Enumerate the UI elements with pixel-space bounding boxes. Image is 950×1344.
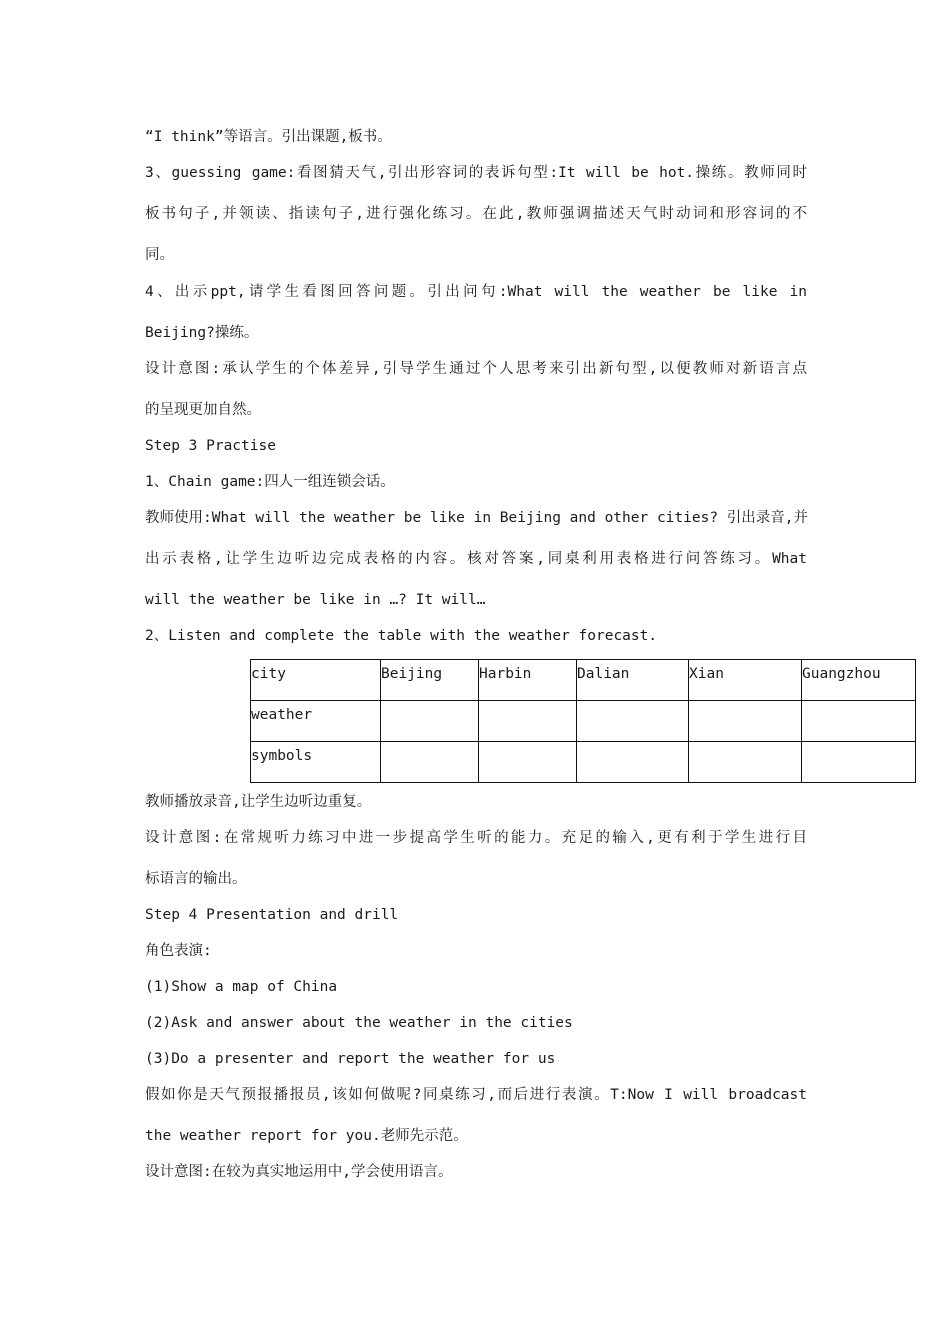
section-heading: Step 4 Presentation and drill [145, 907, 399, 923]
table-row [251, 742, 916, 783]
table-header-cell: Harbin [479, 660, 577, 701]
table-cell [577, 701, 689, 742]
paragraph-line: 的呈现更加自然。 [145, 402, 261, 418]
paragraph-line: 板书句子,并领读、指读句子,进行强化练习。在此,教师强调描述天气时动词和形容词的不 [145, 206, 807, 222]
list-item: (1)Show a map of China [145, 979, 338, 995]
paragraph-line: 设计意图:在常规听力练习中进一步提高学生听的能力。充足的输入,更有利于学生进行目 [145, 830, 807, 846]
table-cell [577, 742, 689, 783]
table-cell [802, 742, 916, 783]
table-cell [689, 742, 802, 783]
paragraph-line: Beijing?操练。 [145, 325, 259, 341]
paragraph-line: will the weather be like in …? It will… [145, 592, 486, 608]
paragraph-line: 4、出示ppt,请学生看图回答问题。引出问句:What will the weather be like in [145, 284, 807, 300]
table-header-cell: city [251, 660, 381, 701]
table-cell [689, 701, 802, 742]
table-header-cell: Xian [689, 660, 802, 701]
paragraph-line: 3、guessing game:看图猜天气,引出形容词的表诉句型:It will be hot.操练。教师同时 [145, 165, 807, 181]
paragraph-line: 教师使用:What will the weather be like in Beijing and other cities? 引出录音,并 [145, 510, 809, 526]
paragraph-line: 设计意图:承认学生的个体差异,引导学生通过个人思考来引出新句型,以便教师对新语言点 [145, 361, 807, 377]
paragraph-line: 1、Chain game:四人一组连锁会话。 [145, 474, 395, 490]
paragraph-line: the weather report for you.老师先示范。 [145, 1128, 468, 1144]
paragraph-line: 标语言的输出。 [145, 871, 247, 887]
table-header-cell: Beijing [381, 660, 479, 701]
table-header-cell: Dalian [577, 660, 689, 701]
paragraph-line: 2、Listen and complete the table with the weather forecast. [145, 628, 658, 644]
paragraph-line: 同。 [145, 247, 174, 263]
table-cell: symbols [251, 742, 381, 783]
paragraph-line: “I think”等语言。引出课题,板书。 [145, 129, 392, 145]
paragraph-line: 教师播放录音,让学生边听边重复。 [145, 794, 372, 810]
table-cell: weather [251, 701, 381, 742]
table-cell [479, 742, 577, 783]
paragraph-line: 假如你是天气预报播报员,该如何做呢?同桌练习,而后进行表演。T:Now I will broadcast [145, 1087, 807, 1103]
table-cell [479, 701, 577, 742]
table-row [251, 701, 916, 742]
list-item: (2)Ask and answer about the weather in the cities [145, 1015, 573, 1031]
table-cell [802, 701, 916, 742]
table-cell [381, 742, 479, 783]
weather-forecast-table [250, 659, 916, 783]
paragraph-line: 角色表演: [145, 943, 212, 959]
section-heading: Step 3 Practise [145, 438, 276, 454]
paragraph-line: 设计意图:在较为真实地运用中,学会使用语言。 [145, 1164, 453, 1180]
paragraph-line: 出示表格,让学生边听边完成表格的内容。核对答案,同桌利用表格进行问答练习。What [145, 551, 807, 567]
table-cell [381, 701, 479, 742]
table-header-row [251, 660, 916, 701]
table-header-cell: Guangzhou [802, 660, 916, 701]
list-item: (3)Do a presenter and report the weather for us [145, 1051, 556, 1067]
